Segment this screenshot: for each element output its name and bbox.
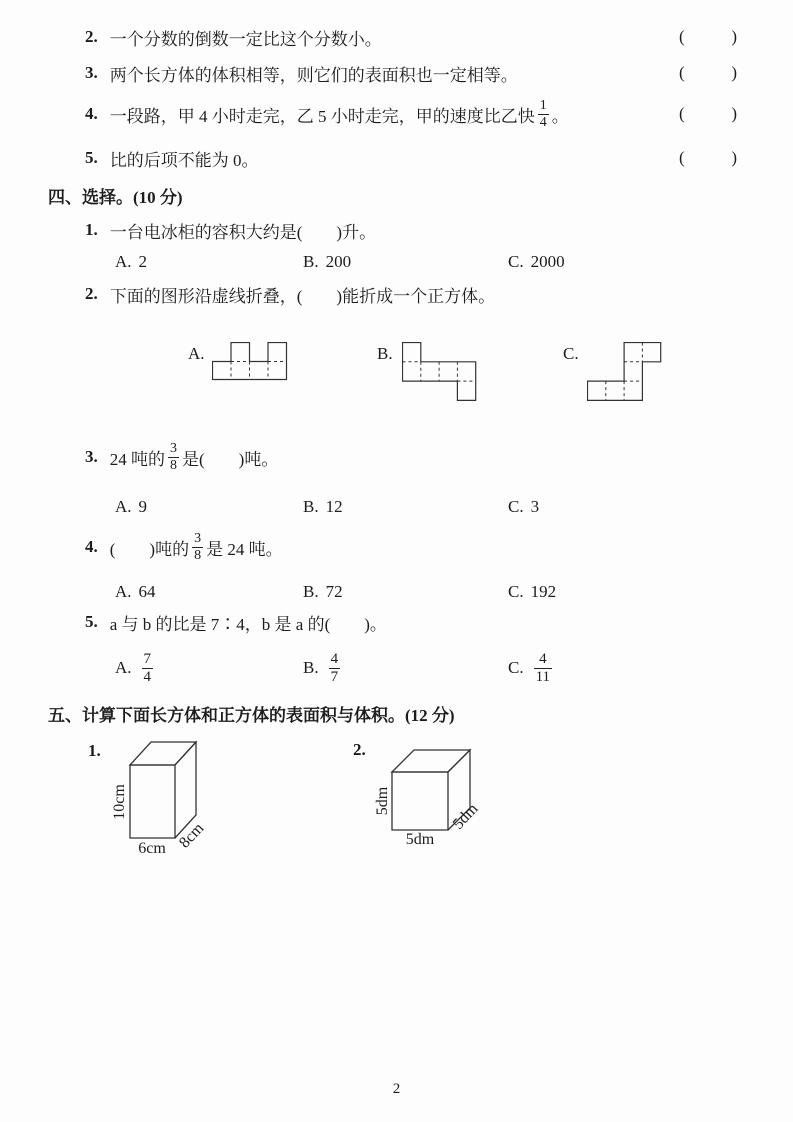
question-number: 4. — [85, 104, 98, 123]
choice-q3-options — [0, 489, 793, 525]
option-c: C. 3 — [508, 497, 540, 516]
option-c: C. 192 — [508, 582, 557, 601]
choice-q2-stem — [85, 276, 495, 312]
answer-blank: ( ) — [679, 104, 737, 123]
fraction: $\frac{4}{7}$ — [330, 651, 339, 685]
cube-height-label: 5dm — [374, 786, 391, 816]
question-number: 5. — [85, 148, 98, 167]
choice-q5-options — [0, 650, 793, 686]
question-text: 比的后项不能为 0。 — [109, 150, 259, 170]
option-a: A. 2 — [115, 252, 148, 271]
question-text: 一台电冰柜的容积大约是( )升。 — [109, 222, 377, 242]
option-a: A. 64 — [115, 582, 156, 601]
question-number: 1. — [85, 220, 98, 239]
question-text: 24 吨的 — [109, 449, 165, 469]
choice-q5-stem — [85, 604, 387, 640]
option-b: B. 12 — [303, 497, 343, 516]
net-a-figure — [212, 342, 288, 382]
net-c-label: C. — [563, 344, 579, 363]
section-five-heading: 五、计算下面长方体和正方体的表面积与体积。(12 分) — [48, 705, 455, 725]
question-text: 两个长方体的体积相等，则它们的表面积也一定相等。 — [109, 65, 518, 85]
fraction: $\frac{4}{11}$ — [535, 651, 551, 685]
judge-item-2 — [85, 19, 737, 55]
question-text: 是 24 吨。 — [206, 539, 283, 559]
fraction: $\frac{3}{8}$ — [170, 441, 177, 473]
option-c: C. $\frac{4}{11}$ — [508, 651, 551, 685]
judge-item-4 — [85, 96, 737, 132]
judge-item-5 — [85, 140, 737, 176]
option-b: B. 72 — [303, 582, 343, 601]
question-number: 3. — [85, 63, 98, 82]
fraction: $\frac{7}{4}$ — [143, 651, 152, 685]
cuboid-depth-label: 8cm — [176, 819, 208, 852]
net-a-label: A. — [188, 344, 205, 363]
question-text: 下面的图形沿虚线折叠，( )能折成一个正方体。 — [109, 286, 496, 306]
cube-width-label: 5dm — [405, 831, 435, 848]
calc-fig1-number: 1. — [88, 741, 101, 760]
choice-q4-stem — [85, 529, 283, 565]
fraction: $\frac{3}{8}$ — [194, 531, 202, 563]
question-number: 4. — [85, 537, 98, 556]
section-four-heading: 四、选择。(10 分) — [48, 187, 183, 207]
judge-item-3 — [85, 55, 737, 91]
answer-blank: ( ) — [679, 27, 737, 46]
page-number: 2 — [392, 1081, 401, 1097]
net-b-label: B. — [377, 344, 393, 363]
option-b: B. 200 — [303, 252, 352, 271]
question-number: 2. — [85, 27, 98, 46]
fraction: $\frac{1}{4}$ — [539, 98, 547, 130]
choice-q1-options — [0, 244, 793, 280]
choice-q3-stem — [85, 439, 278, 475]
option-a: A. $\frac{7}{4}$ — [115, 651, 152, 685]
question-text: 一个分数的倒数一定比这个分数小。 — [109, 29, 382, 49]
question-text: 是( )吨。 — [182, 449, 279, 469]
net-c-figure — [587, 342, 662, 402]
answer-blank: ( ) — [679, 148, 737, 167]
question-text: 一段路，甲 4 小时走完，乙 5 小时走完，甲的速度比乙快 — [109, 106, 535, 126]
option-b: B. $\frac{4}{7}$ — [303, 651, 339, 685]
option-c: C. 2000 — [508, 252, 565, 271]
option-a: A. 9 — [115, 497, 148, 516]
cuboid-width-label: 6cm — [138, 840, 166, 857]
cube-depth-label: 5dm — [449, 800, 482, 833]
net-b-figure — [402, 342, 477, 402]
answer-blank: ( ) — [679, 63, 737, 82]
question-number: 2. — [85, 284, 98, 303]
question-text: ( )吨的 — [109, 539, 190, 559]
calc-fig2-number: 2. — [353, 740, 366, 759]
question-number: 3. — [85, 447, 98, 466]
choice-q1-stem — [85, 212, 376, 248]
question-text: a 与 b 的比是 7∶4，b 是 a 的( )。 — [109, 614, 387, 634]
cuboid-height-label: 10cm — [111, 784, 128, 820]
question-text: 。 — [551, 106, 569, 126]
question-number: 5. — [85, 612, 98, 631]
